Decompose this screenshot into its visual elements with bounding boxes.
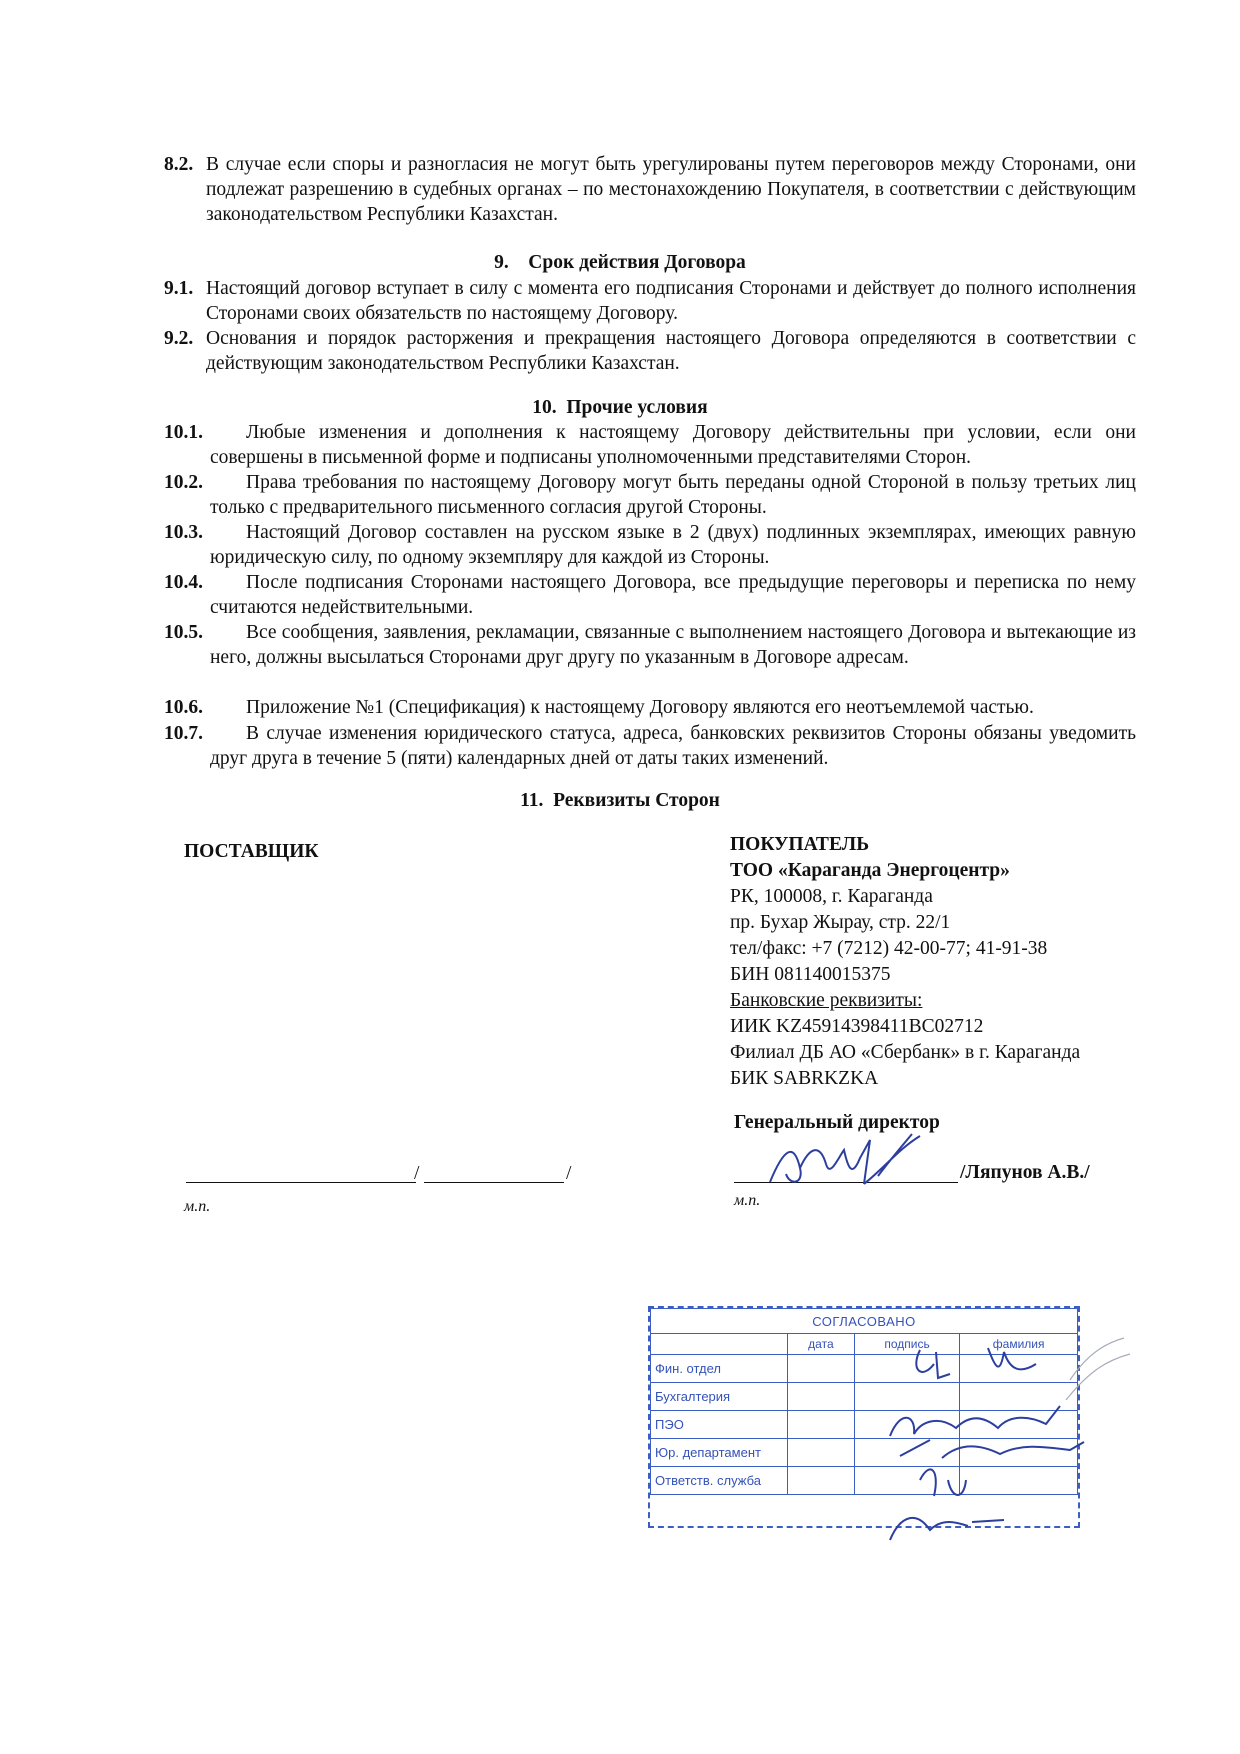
section-9-title: 9. Срок действия Договора bbox=[494, 252, 746, 273]
stamp-row-label: Ответств. служба bbox=[651, 1467, 788, 1495]
clause-text: Приложение №1 (Спецификация) к настоящему Договору являются его неотъемлемой частью. bbox=[246, 697, 1034, 718]
stamp-col-signature: подпись bbox=[854, 1334, 959, 1355]
stamp-col-date: дата bbox=[788, 1334, 855, 1355]
stamp-row-label: Бухгалтерия bbox=[651, 1383, 788, 1411]
buyer-bik: БИК SABRKZKA bbox=[730, 1068, 879, 1089]
clause-number: 10.4. bbox=[164, 572, 203, 593]
buyer-iik: ИИК KZ45914398411BC02712 bbox=[730, 1016, 984, 1037]
clause-10-4 bbox=[164, 570, 1136, 620]
buyer-title: ПОКУПАТЕЛЬ bbox=[730, 834, 870, 855]
supplier-seal-mark: м.п. bbox=[184, 1198, 211, 1215]
clause-text: В случае если споры и разногласия не могут быть урегулированы путем переговоров между Сторонами, они подлежат разрешению в судебных органах – по местонахождению Покупателя, в соответствии с действующим законодательством Республики Казахстан. bbox=[206, 154, 1136, 225]
clause-9-2 bbox=[164, 326, 1136, 376]
stamp-cell bbox=[788, 1467, 855, 1495]
buyer-bin: БИН 081140015375 bbox=[730, 964, 891, 985]
clause-8-2 bbox=[164, 152, 1136, 227]
clause-10-6 bbox=[164, 695, 1136, 720]
clause-text: Настоящий договор вступает в силу с момента его подписания Сторонами и действует до полного исполнения Сторонами своих обязательств по настоящему Договору. bbox=[206, 278, 1136, 324]
clause-number: 9.1. bbox=[164, 278, 194, 299]
clause-number: 9.2. bbox=[164, 328, 194, 349]
clause-text: Настоящий Договор составлен на русском языке в 2 (двух) подлинных экземплярах, имеющих равную юридическую силу, по одному экземпляру для каждой из Стороны. bbox=[210, 522, 1136, 568]
approval-signatures bbox=[860, 1330, 1140, 1560]
buyer-position: Генеральный директор bbox=[734, 1112, 940, 1133]
supplier-signature-line-2 bbox=[424, 1182, 564, 1183]
buyer-phone: тел/факс: +7 (7212) 42-00-77; 41-91-38 bbox=[730, 938, 1048, 959]
clause-text: Права требования по настоящему Договору могут быть переданы одной Стороной в пользу третьих лиц только с предварительного письменного согласия другой Стороны. bbox=[210, 472, 1136, 518]
clause-text: Любые изменения и дополнения к настоящему Договору действительны при условии, если они совершены в письменной форме и подписаны уполномоченными представителями Сторон. bbox=[210, 422, 1136, 468]
stamp-corner-cell bbox=[651, 1334, 788, 1355]
clause-number: 8.2. bbox=[164, 154, 194, 175]
buyer-bank-heading: Банковские реквизиты: bbox=[730, 990, 923, 1011]
clause-9-1 bbox=[164, 276, 1136, 326]
clause-text: В случае изменения юридического статуса, адреса, банковских реквизитов Стороны обязаны уведомить друг друга в течение 5 (пяти) календарных дней от даты таких изменений. bbox=[210, 723, 1136, 769]
clause-10-3 bbox=[164, 520, 1136, 570]
clause-number: 10.1. bbox=[164, 422, 203, 443]
clause-text: Все сообщения, заявления, рекламации, связанные с выполнением настоящего Договора и вытекающие из него, должны высылаться Сторонами друг другу по указанным в Договоре адресам. bbox=[210, 622, 1136, 668]
buyer-company: ТОО «Караганда Энергоцентр» bbox=[730, 860, 1010, 881]
buyer-address-1: РК, 100008, г. Караганда bbox=[730, 886, 933, 907]
stamp-cell bbox=[788, 1439, 855, 1467]
stamp-row-label: ПЭО bbox=[651, 1411, 788, 1439]
buyer-signatory: /Ляпунов А.В./ bbox=[960, 1162, 1090, 1183]
buyer-seal-mark: м.п. bbox=[734, 1192, 761, 1209]
buyer-address-2: пр. Бухар Жырау, стр. 22/1 bbox=[730, 912, 951, 933]
supplier-signature-separator-2: / bbox=[566, 1163, 572, 1184]
stamp-col-surname: фамилия bbox=[960, 1334, 1078, 1355]
section-11-title: 11. Реквизиты Сторон bbox=[520, 790, 720, 811]
section-10-title: 10. Прочие условия bbox=[532, 397, 708, 418]
stamp-title: СОГЛАСОВАНО bbox=[651, 1309, 1078, 1334]
supplier-signature-separator-1: / bbox=[414, 1163, 420, 1184]
clause-text: После подписания Сторонами настоящего Договора, все предыдущие переговоры и переписка по нему считаются недействительными. bbox=[210, 572, 1136, 618]
director-signature bbox=[760, 1128, 940, 1196]
clause-number: 10.5. bbox=[164, 622, 203, 643]
clause-number: 10.3. bbox=[164, 522, 203, 543]
clause-number: 10.7. bbox=[164, 723, 203, 744]
clause-10-5 bbox=[164, 620, 1136, 670]
stamp-row-label: Юр. департамент bbox=[651, 1439, 788, 1467]
supplier-title: ПОСТАВЩИК bbox=[184, 841, 319, 862]
stamp-row-label: Фин. отдел bbox=[651, 1355, 788, 1383]
stamp-cell bbox=[788, 1383, 855, 1411]
clause-10-7 bbox=[164, 721, 1136, 771]
clause-10-1 bbox=[164, 420, 1136, 470]
clause-text: Основания и порядок расторжения и прекращения настоящего Договора определяются в соответствии с действующим законодательством Республики Казахстан. bbox=[206, 328, 1136, 374]
clause-number: 10.6. bbox=[164, 697, 203, 718]
clause-10-2 bbox=[164, 470, 1136, 520]
clause-number: 10.2. bbox=[164, 472, 203, 493]
stamp-cell bbox=[788, 1355, 855, 1383]
stamp-cell bbox=[788, 1411, 855, 1439]
buyer-bank: Филиал ДБ АО «Сбербанк» в г. Караганда bbox=[730, 1042, 1081, 1063]
supplier-signature-line-1 bbox=[186, 1182, 416, 1183]
